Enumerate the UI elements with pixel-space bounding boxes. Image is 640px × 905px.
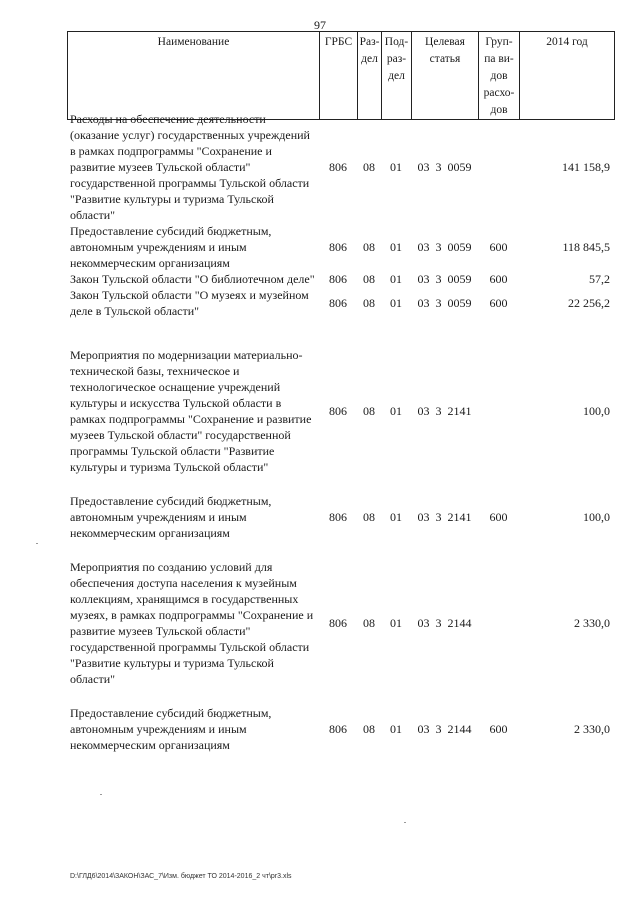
row-podrazdel: 01: [390, 510, 402, 524]
header-tselevaya-statya: Целевая статья: [412, 32, 479, 120]
row-amount: 57,2: [589, 272, 610, 286]
row-podrazdel: 01: [390, 296, 402, 310]
header-year: 2014 год: [520, 32, 615, 120]
table-row: [67, 329, 614, 475]
footer-file-path: D:\ГЛД6\2014\ЗАКОН\ЗАС_7\Изм. бюджет ТО 2014-2016_2 чт\pr3.xls: [70, 873, 292, 880]
row-amount: 141 158,9: [562, 160, 610, 174]
scan-speck: [404, 822, 406, 823]
row-grbs: 806: [329, 296, 347, 310]
row-name: Предоставление субсидий бюджетным, автономным учреждениям и иным некоммерческим организациям: [70, 224, 272, 270]
row-grbs: 806: [329, 404, 347, 418]
scan-speck: [36, 543, 38, 544]
row-tselevaya: 03 3 2141: [417, 510, 472, 524]
budget-table-body: [67, 111, 614, 753]
row-vid: 600: [489, 722, 508, 736]
row-amount: 2 330,0: [574, 616, 610, 630]
row-vid: [478, 329, 519, 475]
row-vid: 600: [489, 272, 508, 286]
row-podrazdel: 01: [390, 404, 402, 418]
row-amount: 2 330,0: [574, 722, 610, 736]
row-vid: [478, 541, 519, 687]
table-row: [67, 287, 614, 329]
header-podrazdel: Под- раз- дел: [382, 32, 412, 120]
row-podrazdel: 01: [390, 240, 402, 254]
row-tselevaya: 03 3 2141: [417, 404, 472, 418]
table-row: [67, 541, 614, 687]
row-grbs: 806: [329, 722, 347, 736]
table-row: [67, 475, 614, 541]
row-razdel: 08: [363, 160, 375, 174]
row-name: Закон Тульской области "О библиотечном деле": [70, 272, 315, 286]
row-podrazdel: 01: [390, 272, 402, 286]
row-name: Предоставление субсидий бюджетным, автономным учреждениям и иным некоммерческим организациям: [70, 494, 272, 540]
scan-speck: [100, 794, 102, 795]
row-grbs: 806: [329, 616, 347, 630]
row-razdel: 08: [363, 722, 375, 736]
row-vid: [478, 111, 519, 223]
page-number: 97: [314, 18, 326, 32]
table-header: [67, 31, 615, 120]
row-razdel: 08: [363, 404, 375, 418]
header-gruppa-vidov: Груп- па ви- дов расхо- дов: [479, 32, 520, 120]
row-amount: 100,0: [583, 404, 610, 418]
row-name: Расходы на обеспечение деятельности (оказание услуг) государственных учреждений в рамках подпрограммы "Сохранение и развитие музеев Тульской области" государственной программы Тульской области "Развитие культуры и туризма Тульской области": [70, 112, 310, 222]
row-podrazdel: 01: [390, 160, 402, 174]
row-tselevaya: 03 3 0059: [417, 240, 472, 254]
row-name: Мероприятия по созданию условий для обеспечения доступа населения к музейным коллекциям, хранящимся в государственных музеях, в рамках подпрограммы "Сохранение и развитие музеев Тульской области" государственной программы Тульской области "Развитие культуры и туризма Тульской области": [70, 560, 314, 686]
row-razdel: 08: [363, 510, 375, 524]
row-vid: 600: [489, 510, 508, 524]
row-tselevaya: 03 3 0059: [417, 272, 472, 286]
row-podrazdel: 01: [390, 722, 402, 736]
row-tselevaya: 03 3 2144: [417, 616, 472, 630]
row-amount: 22 256,2: [568, 296, 610, 310]
row-tselevaya: 03 3 0059: [417, 296, 472, 310]
row-razdel: 08: [363, 240, 375, 254]
row-grbs: 806: [329, 160, 347, 174]
row-amount: 100,0: [583, 510, 610, 524]
row-razdel: 08: [363, 296, 375, 310]
table-row: [67, 223, 614, 271]
header-grbs: ГРБС: [320, 32, 358, 120]
row-tselevaya: 03 3 0059: [417, 160, 472, 174]
row-name: Мероприятия по модернизации материально-технической базы, техническое и технологическое оснащение учреждений культуры и искусства Тульской области в рамках подпрограммы "Сохранение и развитие музеев Тульской области" государственной программы Тульской области "Развитие культуры и туризма Тульской области": [70, 348, 312, 474]
row-vid: 600: [489, 240, 508, 254]
table-row: [67, 687, 614, 753]
row-grbs: 806: [329, 510, 347, 524]
row-razdel: 08: [363, 616, 375, 630]
table-row: [67, 111, 614, 223]
row-amount: 118 845,5: [562, 240, 610, 254]
row-name: Предоставление субсидий бюджетным, автономным учреждениям и иным некоммерческим организациям: [70, 706, 272, 752]
row-name: Закон Тульской области "О музеях и музейном деле в Тульской области": [70, 288, 309, 318]
header-naimenovanie: Наименование: [68, 32, 320, 120]
row-tselevaya: 03 3 2144: [417, 722, 472, 736]
row-razdel: 08: [363, 272, 375, 286]
row-podrazdel: 01: [390, 616, 402, 630]
row-grbs: 806: [329, 272, 347, 286]
row-grbs: 806: [329, 240, 347, 254]
table-row: [67, 271, 614, 287]
row-vid: 600: [489, 296, 508, 310]
header-razdel: Раз- дел: [358, 32, 382, 120]
